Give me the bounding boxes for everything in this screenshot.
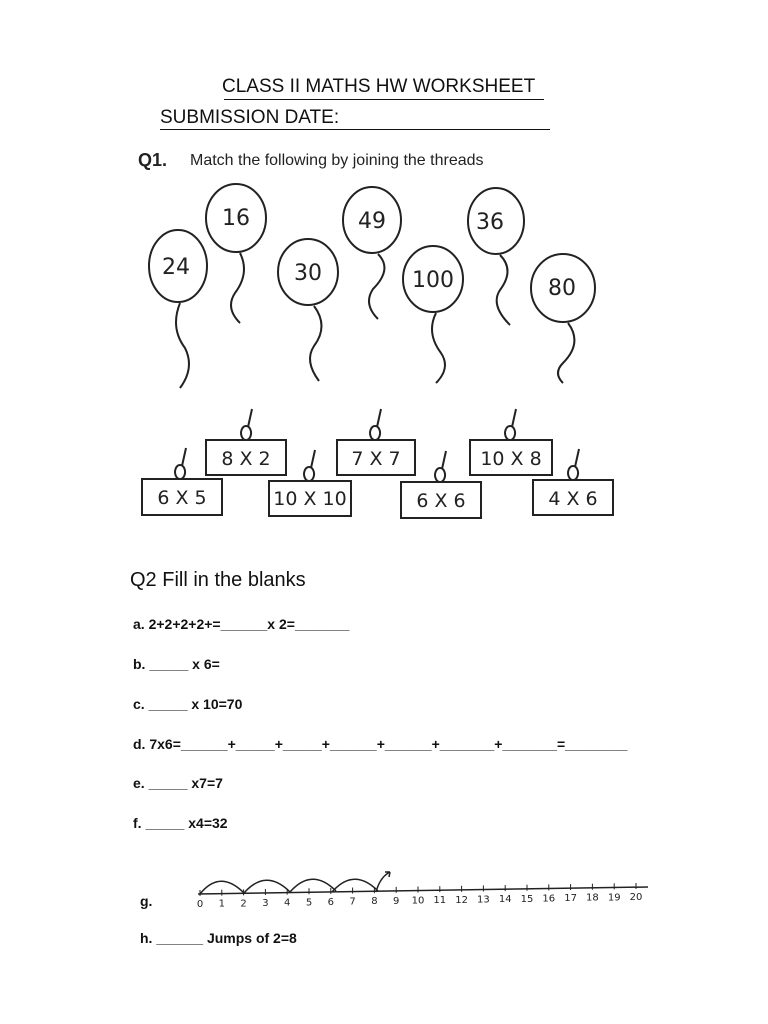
balloon-label: 36 — [476, 210, 504, 235]
q2-item-a: a. 2+2+2+2+=______x 2=_______ — [133, 616, 350, 632]
number-line-label: 0 — [196, 899, 204, 910]
balloon-label: 30 — [294, 261, 322, 286]
q2-item-c: c. _____ x 10=70 — [133, 696, 243, 712]
number-line — [190, 862, 660, 912]
number-line-label: 13 — [477, 894, 490, 906]
jump-arc — [244, 880, 290, 893]
card-label: 10 X 8 — [480, 448, 542, 470]
balloon-string — [497, 255, 510, 325]
jump-arrow — [376, 872, 390, 892]
q2-item-g: g. — [140, 893, 153, 909]
balloon-string — [558, 323, 574, 383]
balloon-label: 80 — [548, 276, 576, 301]
number-line-label: 7 — [349, 896, 356, 908]
q2-item-f: f. _____ x4=32 — [133, 815, 228, 831]
q2-title: Q2 Fill in the blanks — [130, 569, 306, 591]
q2-item-e: e. _____ x7=7 — [133, 775, 223, 791]
card-hook — [241, 409, 252, 440]
number-line-label: 1 — [218, 898, 225, 910]
number-line-label: 11 — [433, 895, 447, 907]
card-label: 6 X 5 — [157, 487, 207, 509]
card-hook — [435, 451, 446, 482]
q2-item-d: d. 7x6=______+_____+_____+______+______+_______+_______=________ — [133, 736, 628, 752]
number-line-label: 18 — [586, 892, 599, 904]
jump-arc — [332, 879, 378, 892]
balloon-label: 49 — [358, 209, 386, 234]
balloon-string — [176, 303, 189, 388]
card-label: 10 X 10 — [273, 488, 347, 510]
number-line-label: 6 — [327, 896, 334, 908]
jump-arc — [290, 879, 336, 892]
card-label: 6 X 6 — [416, 490, 466, 512]
card-hook — [568, 449, 579, 480]
number-line-label: 10 — [411, 895, 425, 907]
card-hook — [505, 409, 516, 440]
worksheet-title: CLASS II MATHS HW WORKSHEET — [222, 76, 536, 97]
number-line-label: 17 — [564, 893, 577, 905]
card-label: 7 X 7 — [351, 448, 401, 470]
number-line-label: 9 — [393, 895, 400, 907]
card-hook — [175, 448, 186, 479]
number-line-label: 12 — [455, 894, 468, 906]
balloon-label: 16 — [222, 206, 250, 231]
number-line-label: 3 — [262, 897, 269, 909]
card-label: 4 X 6 — [548, 488, 598, 510]
balloon-string — [369, 254, 384, 319]
balloon-string — [432, 313, 445, 383]
number-line-label: 4 — [284, 897, 291, 909]
card-label: 8 X 2 — [221, 448, 271, 470]
card-hook — [370, 409, 381, 440]
balloon-label: 24 — [162, 255, 190, 280]
number-line-label: 2 — [240, 898, 247, 910]
number-line-label: 20 — [629, 892, 643, 903]
number-line-label: 19 — [607, 892, 621, 904]
submission-date-label: SUBMISSION DATE: — [160, 107, 340, 128]
number-line-label: 14 — [498, 894, 512, 906]
q2-item-b: b. _____ x 6= — [133, 656, 220, 672]
number-line-label: 5 — [305, 897, 313, 909]
balloon-string — [231, 253, 244, 323]
q1-label: Q1. — [138, 150, 168, 170]
q1-instruction: Match the following by joining the threads — [190, 152, 484, 169]
balloon-string — [310, 306, 322, 381]
balloon-label: 100 — [412, 268, 454, 293]
q2-item-h: h. ______ Jumps of 2=8 — [140, 930, 297, 946]
number-line-label: 16 — [542, 893, 556, 905]
number-line-label: 8 — [371, 896, 378, 908]
number-line-label: 15 — [520, 893, 534, 905]
card-hook — [304, 450, 315, 481]
